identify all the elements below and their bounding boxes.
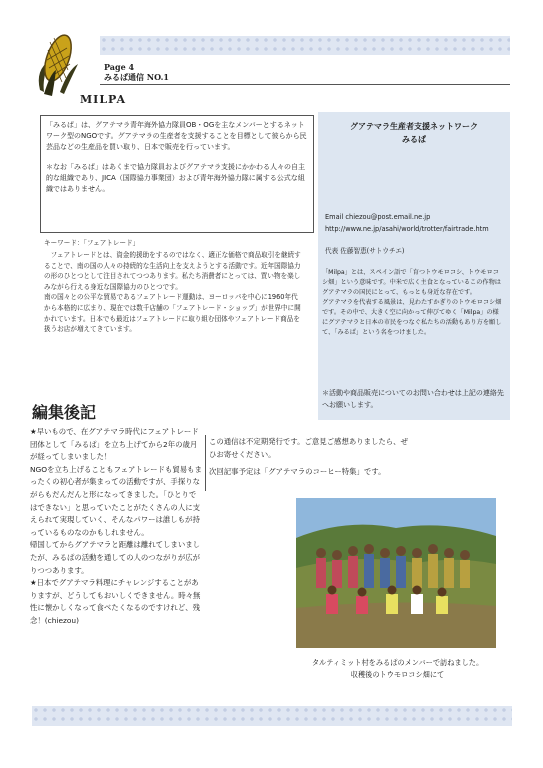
sidebar-about: 「Milpa」とは、スペイン語で「育つトウモロコシ、トウモロコシ畑」という意味です。中米で広く主食となっているこの作物はグアテマラの国民にとって、もっとも身近な存在です。 グアテマラを代表する風景は、見わたすかぎりのトウモロコシ畑です。その中で、大きく空に向かって伸びてゆく「Milpa」の様にグアテマラと日本の市民をつなぐ私たちの活動もあり方を願して、「みるぱ」という名をつけました。 bbox=[322, 269, 502, 336]
page-number: Page 4 bbox=[104, 62, 135, 72]
sidebar-title-line-2: みるぱ bbox=[402, 135, 426, 144]
editorial-note-box bbox=[205, 435, 414, 491]
sidebar-title bbox=[318, 120, 510, 146]
photo-caption-line-1: タルティミット村をみるぱのメンバーで訪ねました。 bbox=[311, 658, 484, 667]
sidebar-contact-note: ＊活動や商品販売についてのお問い合わせは上記の連絡先へお願いします。 bbox=[322, 389, 504, 409]
editorial-body: ★早いもので、在グアテマラ時代にフェアトレード団体として「みるぱ」を立ち上げてから2年の歳月が経ってしまいました！ NGOを立ち上げることもフェアトレードも貿易もまったくの初心者が集まっての活動ですが、手探りながらもだんだんと形になってきました。「ひとりではできない」と思っていたことがたくさんの人に支えられて実現していく、そんなパワーは誰しもが持っているものなのかもしれません。 帰国してからグアテマラと距離は離れてしまいましたが、みるぱの活動を通しての人のつながりが広がりつつあります。 ★日本でグアテマラ料理にチャレンジすることがありますが、どうしてもおいしくできません。時々無性に懐かしくなって食べたくなるのですけれど、残念！(chiezou) bbox=[30, 427, 202, 625]
sidebar-panel bbox=[318, 112, 510, 420]
bottom-decorative-band bbox=[32, 706, 512, 726]
photo-caption bbox=[290, 657, 505, 680]
keyword-heading: キーワード：「フェアトレード」 bbox=[44, 239, 140, 247]
sidebar-url[interactable]: http://www.ne.jp/asahi/world/trotter/fairtrade.htm bbox=[325, 225, 489, 233]
sidebar-email[interactable]: Email chiezou@post.email.ne.jp bbox=[325, 213, 431, 221]
intro-box bbox=[40, 115, 314, 233]
header-rule bbox=[100, 84, 510, 85]
sidebar-title-line-1: グアテマラ生産者支援ネットワーク bbox=[350, 122, 478, 131]
photo-caption-line-2: 収穫後のトウモロコシ畑にて bbox=[350, 669, 445, 679]
intro-paragraph: 「みるぱ」は、グアテマラ青年海外協力隊員OB・OGを主なメンバーとするネットワーク型のNGOです。グアテマラの生産者を支援することを目標として彼らから民芸品などの生産品を買い取り、日本で販売を行っています。 bbox=[46, 121, 307, 151]
corn-logo-icon bbox=[30, 30, 80, 98]
keyword-body: フェアトレードとは、資金的援助をするのではなく、適正な価格で商品取引を継続することで、南の国の人々の持続的な生活向上を支えようとする活動です。近年国際協力の形のひとつとして注目されてつつあります。私たち消費者にとっては、買い物を楽しみながら行える身近な国際協力のひとつです。 南の国々との公平な貿易であるフェアトレード運動は、ヨーロッパを中心に1960年代から本格的に広まり、現在では数千店舗の「フェアトレード・ショップ」が世界中に開かれています。日本でも最近はフェアトレードに取り組む団体やフェアトレード商品を扱うお店が増えてきています。 bbox=[44, 251, 301, 334]
milpa-logo-text: MILPA bbox=[80, 93, 127, 106]
editorial-title: 編集後記 bbox=[32, 403, 97, 422]
issue-frequency-note: この通信は不定期発行です。ご意見ご感想ありましたら、ぜひお寄せください。 bbox=[209, 437, 408, 459]
top-decorative-band bbox=[100, 36, 510, 55]
village-group-photo bbox=[296, 498, 496, 648]
next-issue-note: 次回記事予定は「グアテマラのコーヒー特集」です。 bbox=[209, 467, 386, 476]
sidebar-representative: 代表 佐藤智恵(サトウチエ) bbox=[325, 247, 405, 255]
newsletter-issue: みるぱ通信 NO.1 bbox=[104, 72, 169, 82]
intro-disclaimer: ＊なお「みるぱ」はあくまで協力隊員およびグアテマラ支援にかかわる人々の自主的な組織であり、JICA（国際協力事業団）および青年海外協力隊に属する公式な組織ではありません。 bbox=[46, 163, 305, 193]
